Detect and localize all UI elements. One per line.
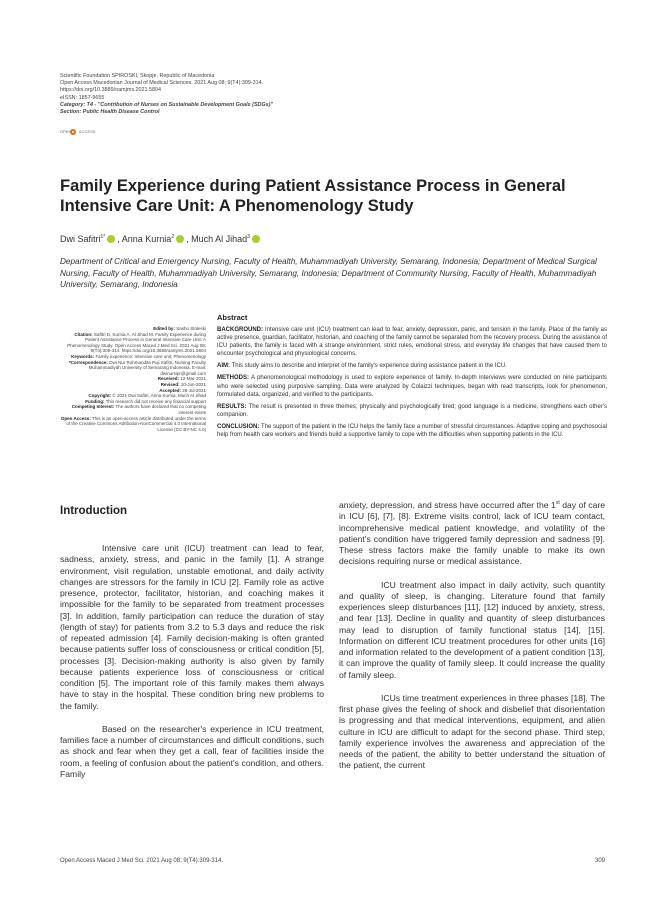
paragraph: ICUs time treatment experiences in three phases [18]. The first phase gives the feeling of shock and disbelief that disorientation is progressing and that medical interventions, equipment, and alien culture in ICU are difficult to adapt for the second phase. Third step, family experience involves the awareness and appreciation of the needs of the patient, the ability to better understand the situation of the patient, the current [339, 692, 605, 771]
author-list: Dwi Safitri$^{1*}$ , Anna Kurnia$^2$ , Much Al Jihad$^3$ [60, 234, 262, 244]
author-name: Anna Kurnia [121, 234, 172, 244]
header-line: eISSN: 1857-9655 [60, 94, 105, 101]
header-section: Section: Public Health Disease Control [60, 109, 160, 116]
info-value: © 2021 Dwi Safitri, Anna Kurnia, Much Al Jihad [112, 393, 206, 399]
paragraph: Based on the researcher's experience in ICU treatment, families face a number of circumstances and difficult conditions, such as shock and fear when they get a call, fear of facilities inside the room, a feeling of confusion about the patient's condition, and others. Family [60, 723, 324, 779]
orcid-icon[interactable] [252, 235, 260, 243]
body-column-left [60, 543, 324, 780]
abstract-label: CONCLUSION: [217, 423, 260, 430]
info-value: Safitri D, Kurnia A, Al Jihad M. Family Experience during Patient Assistance Process in General Intensive Care Unit: A Phenomenology Study. Open Access Maced J Med Sci. 2021 Aug 08; 9(T4):309-314. https://doi.org/10.3889/oamjms.2021.5804 [67, 331, 206, 354]
abstract-text: The result is presented in three themes; physically and psychologically tired; good language is a medicine, strengthens each other's companion. [217, 403, 607, 418]
abstract [217, 326, 607, 443]
info-value: 26-Jul-2021 [182, 387, 206, 393]
author-name: Dwi Safitri [60, 234, 101, 244]
info-label: Citation: [74, 331, 93, 337]
paragraph: Intensive care unit (ICU) treatment can lead to fear, sadness, anxiety, stress, and panic in the family [1]. A strange environment, visit regulation, unstable emotional, and daily activity changes are stressors for the family in ICU [2]. Family role as active presence, protector, facilitator, historian, and coaching makes it impossible for the family to be separated from treatment processes [3]. In addition, family participation can reduce the duration of stay (length of stay) for patients from 3.2 to 5.3 days and reduce the risk of repeated admission [4]. Family decision-making is often granted because patients suffer loss of consciousness or critical condition [5], processes [3]. Decision-making authority is also given by family because patients experience loss of consciousness or critical condition [5]. The important role of this family makes them always have to stay in the hospital. These condition bring new problems to the family. [60, 543, 324, 711]
open-access-icon [70, 129, 76, 135]
paragraph [339, 500, 605, 568]
page-number: 309 [594, 858, 605, 864]
info-value: 10-Jun-2021 [180, 381, 206, 387]
author-sup: 2 [171, 234, 175, 240]
article-info-sidebar [60, 326, 206, 432]
paragraph-text: day of care in ICU [6], [7], [8]. Extreme visits control, lack of ICU team contact, incomprehensive medical patient knowledge, and volatility of the patient's condition have triggered family depression and sadness [9]. These stress factors make the family unable to make its own decisions requiring nurse or medical assistance. [339, 500, 605, 567]
abstract-text: The support of the patient in the ICU helps the family face a number of stressful circumstances. Adaptive coping and psychosocial help from health care workers and friends build a supportive family to cope with the difficulties when supporting patients in the ICU. [217, 423, 607, 439]
abstract-label: AIM: [217, 363, 230, 370]
info-label: Keywords: [71, 353, 95, 359]
header-line: Open Access Macedonian Journal of Medical Sciences. 2021 Aug 08; 9(T4):309-314. [60, 80, 264, 87]
paragraph-text: anxiety, depression, and stress have occurred after the 1 [339, 500, 556, 510]
abstract-label: BACKGROUND: [217, 327, 263, 333]
footer-citation: Open Access Maced J Med Sci. 2021 Aug 08; 9(T4):309-314. [60, 858, 224, 864]
info-value: Sasho Stoleski [176, 326, 206, 331]
info-value: 12-Mar-2021 [180, 376, 206, 382]
author-name: Much Al Jihad [191, 234, 248, 244]
logo-text-right: ACCESS [79, 129, 96, 134]
info-value: Family experience; Intensive care unit; Phenomenology [95, 353, 206, 359]
abstract-heading: Abstract [217, 313, 248, 322]
journal-header [60, 73, 480, 116]
abstract-text: Intensive care unit (ICU) treatment can lead to fear, anxiety, depression, panic, and tension in the family. Place of the family as active presence, guardian, facilitator, historian, and coaching of the family cannot be separated from the recovery process. During the assistance of ICU patients, the family is faced with a strange environment, strict rules, emotional stress, and everyday life changes that have caused them to encounter psychological and physiological concerns. [217, 327, 608, 358]
abstract-results [217, 403, 607, 419]
info-label: Received: [157, 376, 179, 382]
info-label: Edited by: [153, 326, 175, 331]
header-category: Category: T4 - "Contribution of Nurses on Sustainable Development Goals (SDGs)" [60, 101, 273, 108]
abstract-text: A phenomenological methodology is used to explore experience of family. In-depth interviews were conducted on nine participants who were selected using purposive sampling. Data were analyzed by Colaizzi techniques, began with read transcripts, look for phenomenon, formulated data, organized, and verified to the participants. [217, 375, 607, 398]
body-column-right [339, 500, 605, 772]
abstract-text: This study aims to describe and interpret of the family's experience during assistance patient in the ICU. [231, 363, 507, 370]
section-heading: Introduction [60, 505, 128, 517]
orcid-icon[interactable] [176, 235, 184, 243]
abstract-aim [217, 362, 607, 370]
info-label: Accepted: [159, 387, 181, 393]
abstract-conclusion [217, 423, 607, 439]
author-sup: 3 [247, 234, 250, 240]
header-line: Scientific Foundation SPIROSKI, Skopje, Republic of Macedonia [60, 73, 215, 79]
info-value: Dwi Nur Rohmandita Puji Safitri, Nursing Faculty Muhammadiyah University of Semarang Indonesia. E-mail: dwinursipr@gmail.com [88, 359, 206, 376]
abstract-background [217, 326, 607, 358]
abstract-methods [217, 374, 607, 398]
info-label: Open Access: [60, 415, 91, 421]
info-value: This research did not receive any financial support [105, 398, 206, 404]
doi-link[interactable]: https://doi.org/10.3889/oamjms.2021.5804 [60, 87, 161, 94]
info-label: Revised: [160, 381, 180, 387]
abstract-label: METHODS: [217, 375, 249, 382]
article-title: Family Experience during Patient Assistance Process in General Intensive Care Unit: A Phenomenology Study [60, 177, 566, 215]
abstract-label: RESULTS: [217, 403, 247, 410]
open-access-logo [60, 128, 120, 140]
info-value: The authors have declared that no competing interest exists [115, 404, 206, 415]
info-label: *Correspondence: [68, 359, 108, 365]
author-sup: 1* [100, 234, 106, 240]
info-label: Funding: [85, 398, 105, 404]
orcid-icon[interactable] [107, 235, 115, 243]
info-value: This is an open-access article distributed under the terms of the Creative Commons Attribution-NonCommercial 4.0 International License (CC BY-NC 4.0) [66, 415, 206, 432]
paragraph: ICU treatment also impact in daily activity, such quantity and quality of sleep, is changing. Literature found that family experiences sleep disturbances [11], [12] induced by anxiety, stress, and fear [13]. Decline in quality and quantity of sleep disturbances may lead to disruption of family functional status [14], [15]. Information on different ICU treatment procedures for other units [16] and information related to the development of a patient condition [13], it can improve the quality of family sleep. It could increase the quality of family sleep. [339, 579, 605, 680]
logo-text-left: OPEN [60, 129, 72, 134]
info-label: Copyright: [88, 393, 112, 399]
ordinal-sup: st [555, 500, 560, 507]
info-label: Competing Interest: [71, 404, 115, 410]
affiliations: Department of Critical and Emergency Nursing, Faculty of Health, Muhammadiyah University, Semarang, Indonesia; Department of Medical Surgical Nursing, Faculty of Health, Muhammadiyah University, Semarang, Indonesia; Department of Community Nursing, Faculty of Health, Muhammadiyah University, Semarang, Indonesia [60, 257, 597, 289]
